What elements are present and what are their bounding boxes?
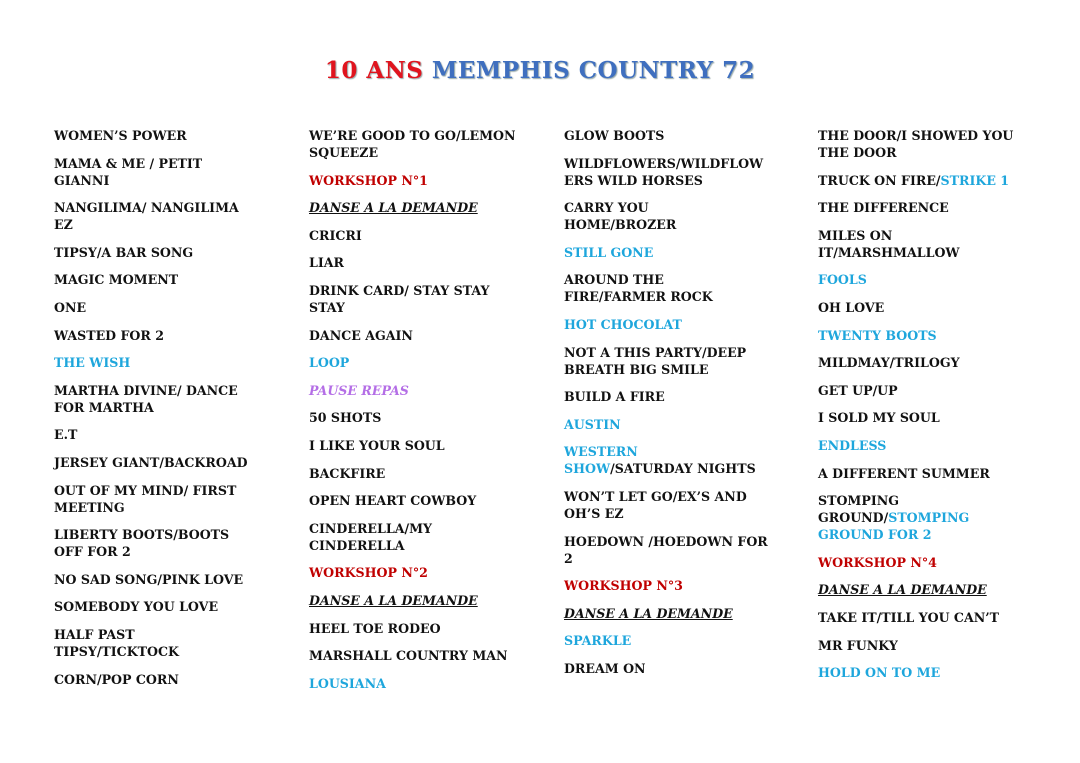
song-list-item: [818, 127, 1058, 161]
song-title: MARSHALL COUNTRY MAN: [309, 648, 508, 664]
song-list-item: [818, 465, 1058, 482]
song-title: WE’RE GOOD TO GO/LEMON SQUEEZE: [309, 128, 516, 160]
song-title: I SOLD MY SOUL: [818, 410, 940, 426]
song-list-item: [54, 199, 294, 233]
song-list-item: [818, 492, 1058, 543]
song-column-4: [818, 127, 1058, 692]
song-title: MARTHA DIVINE/ DANCE FOR MARTHA: [54, 382, 238, 415]
song-list-item: [54, 299, 294, 316]
song-title: WOMEN’S POWER: [54, 128, 187, 143]
song-title: HOEDOWN /HOEDOWN FOR 2: [564, 533, 768, 566]
song-list-item: [309, 675, 549, 692]
song-list-item: [309, 620, 549, 637]
song-title: BUILD A FIRE: [564, 389, 665, 405]
song-list-item: [564, 244, 804, 261]
song-title: JERSEY GIANT/BACKROAD: [54, 454, 248, 470]
song-title: TRUCK ON FIRE/: [818, 172, 941, 188]
song-list-item: [309, 354, 549, 371]
song-list-item: [54, 426, 294, 443]
song-title: DREAM ON: [564, 660, 646, 676]
song-title: CRICRI: [309, 227, 362, 243]
song-list-item: [818, 581, 1058, 598]
song-list-item: [564, 533, 804, 567]
song-title: OH LOVE: [818, 299, 885, 315]
workshop-heading: WORKSHOP N°1: [309, 172, 428, 188]
song-list-item: [818, 354, 1058, 371]
song-title: NO SAD SONG/PINK LOVE: [54, 571, 244, 587]
song-title: STILL GONE: [564, 244, 654, 260]
song-list-item: [309, 127, 549, 161]
song-title: THE DOOR/I SHOWED YOU THE DOOR: [818, 128, 1014, 160]
song-list-item: [309, 382, 549, 399]
song-list-item: [818, 609, 1058, 626]
song-list-item: [309, 409, 549, 426]
song-list-item: [564, 316, 804, 333]
song-list-item: [309, 437, 549, 454]
song-list-item: [309, 592, 549, 609]
song-title: CINDERELLA/MY CINDERELLA: [309, 520, 433, 553]
song-title: DANCE AGAIN: [309, 327, 413, 343]
song-title: TIPSY/A BAR SONG: [54, 244, 194, 260]
song-title: MR FUNKY: [818, 637, 898, 653]
song-title: MAMA & ME / PETIT GIANNI: [54, 155, 203, 188]
song-column-3: [564, 127, 804, 688]
song-list-item: [818, 409, 1058, 426]
song-title: OUT OF MY MIND/ FIRST MEETING: [54, 482, 237, 515]
song-title: LOUSIANA: [309, 675, 386, 691]
song-title: WESTERN SHOW: [564, 444, 638, 477]
song-title: MAGIC MOMENT: [54, 272, 179, 288]
song-title: STRIKE 1: [940, 172, 1010, 188]
song-title: HEEL TOE RODEO: [309, 620, 441, 636]
song-list-item: [54, 354, 294, 371]
song-title: AUSTIN: [564, 416, 621, 432]
song-list-item: [54, 571, 294, 588]
break-label: PAUSE REPAS: [309, 382, 409, 398]
song-list-item: [54, 526, 294, 560]
song-list-item: [818, 299, 1058, 316]
song-list-item: [564, 605, 804, 622]
song-title: GLOW BOOTS: [564, 128, 665, 143]
song-title: NOT A THIS PARTY/DEEP BREATH BIG SMILE: [564, 344, 747, 377]
song-title: HOLD ON TO ME: [818, 665, 941, 681]
song-title: LIBERTY BOOTS/BOOTS OFF FOR 2: [54, 527, 230, 560]
song-list-item: [54, 626, 294, 660]
song-list-item: [818, 227, 1058, 261]
song-title: A DIFFERENT SUMMER: [818, 465, 990, 481]
song-list-item: [564, 199, 804, 233]
song-title: STOMPING GROUND FOR 2: [818, 510, 970, 543]
song-title: WILDFLOWERS/WILDFLOW ERS WILD HORSES: [564, 155, 764, 188]
page-title: [0, 57, 1080, 84]
song-title: WASTED FOR 2: [54, 327, 165, 343]
workshop-heading: WORKSHOP N°4: [818, 554, 937, 570]
song-list-item: [564, 271, 804, 305]
song-list-item: [54, 454, 294, 471]
song-title: MILDMAY/TRILOGY: [818, 355, 960, 371]
workshop-heading: WORKSHOP N°2: [309, 565, 428, 581]
song-title: E.T: [54, 427, 78, 443]
song-list-item: [564, 660, 804, 677]
song-title: I LIKE YOUR SOUL: [309, 437, 445, 453]
song-title: ENDLESS: [818, 437, 887, 453]
workshop-heading: WORKSHOP N°3: [564, 578, 683, 594]
song-title: AROUND THE FIRE/FARMER ROCK: [564, 272, 713, 305]
song-list-item: [564, 577, 804, 594]
request-dance-heading: DANSE A LA DEMANDE: [564, 605, 733, 621]
song-list-item: [54, 671, 294, 688]
song-list-item: [564, 388, 804, 405]
song-title: ONE: [54, 299, 87, 315]
song-list-item: [309, 564, 549, 581]
song-title: THE DIFFERENCE: [818, 200, 949, 216]
song-list-item: [564, 488, 804, 522]
title-part-club: MEMPHIS COUNTRY 72: [431, 57, 756, 84]
song-list-item: [54, 244, 294, 261]
song-title: OPEN HEART COWBOY: [309, 493, 477, 509]
song-list-item: [309, 227, 549, 244]
song-list-item: [54, 127, 294, 144]
song-list-item: [818, 382, 1058, 399]
song-list-item: [564, 155, 804, 189]
song-list-item: [818, 199, 1058, 216]
song-list-item: [309, 520, 549, 554]
title-part-anniversary: 10 ANS: [324, 57, 424, 84]
song-list-item: [564, 632, 804, 649]
song-list-item: [564, 344, 804, 378]
song-list-item: [309, 647, 549, 664]
song-title: SPARKLE: [564, 633, 632, 649]
request-dance-heading: DANSE A LA DEMANDE: [309, 592, 478, 608]
song-title: CORN/POP CORN: [54, 671, 179, 687]
request-dance-heading: DANSE A LA DEMANDE: [818, 582, 987, 598]
song-list-item: [818, 172, 1058, 189]
song-list-item: [818, 554, 1058, 571]
song-list-item: [54, 155, 294, 189]
song-column-2: [309, 127, 549, 702]
song-title: HOT CHOCOLAT: [564, 316, 682, 332]
song-list-item: [564, 443, 804, 477]
song-title: WON’T LET GO/EX’S AND OH’S EZ: [564, 488, 747, 521]
song-list-item: [309, 492, 549, 509]
song-list-item: [818, 637, 1058, 654]
song-title: LOOP: [309, 355, 350, 371]
song-title: HALF PAST TIPSY/TICKTOCK: [54, 626, 179, 659]
song-list-item: [818, 271, 1058, 288]
song-title: STOMPING GROUND/: [818, 493, 900, 526]
song-list-item: [309, 465, 549, 482]
song-list-item: [54, 598, 294, 615]
song-title: TAKE IT/TILL YOU CAN’T: [818, 609, 999, 625]
song-title: 50 SHOTS: [309, 410, 382, 426]
song-title: MILES ON IT/MARSHMALLOW: [818, 227, 960, 260]
request-dance-heading: DANSE A LA DEMANDE: [309, 200, 478, 216]
song-list-item: [54, 382, 294, 416]
song-title: GET UP/UP: [818, 382, 898, 398]
song-title: DRINK CARD/ STAY STAY STAY: [309, 282, 490, 315]
song-title: CARRY YOU HOME/BROZER: [564, 200, 677, 233]
song-title: TWENTY BOOTS: [818, 327, 937, 343]
song-list-item: [818, 437, 1058, 454]
song-list-item: [309, 327, 549, 344]
song-list-item: [54, 482, 294, 516]
song-list-item: [309, 172, 549, 189]
song-title: SOMEBODY YOU LOVE: [54, 599, 219, 615]
song-title: NANGILIMA/ NANGILIMA EZ: [54, 200, 239, 233]
song-column-1: [54, 127, 294, 698]
song-list-item: [54, 327, 294, 344]
song-list-item: [818, 664, 1058, 681]
song-title: LIAR: [309, 255, 344, 271]
song-title: FOOLS: [818, 272, 867, 288]
song-list-item: [564, 127, 804, 144]
song-title: THE WISH: [54, 355, 131, 371]
song-list-item: [309, 282, 549, 316]
song-list-item: [564, 416, 804, 433]
song-title: BACKFIRE: [309, 465, 386, 481]
song-list-item: [54, 271, 294, 288]
song-list-item: [818, 327, 1058, 344]
song-list-item: [309, 254, 549, 271]
song-title: /SATURDAY NIGHTS: [610, 461, 756, 477]
song-list-item: [309, 199, 549, 216]
